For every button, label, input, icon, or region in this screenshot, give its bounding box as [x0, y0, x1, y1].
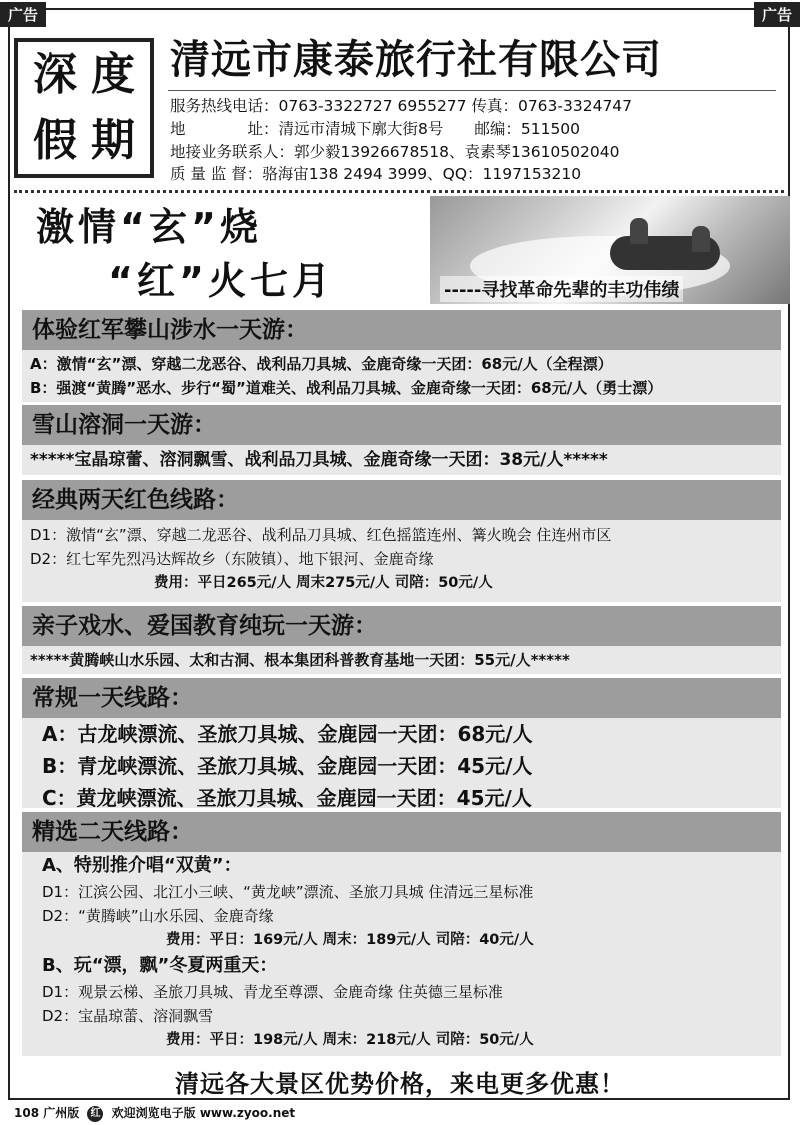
section-body	[22, 852, 781, 1056]
page-number: 108	[14, 1106, 40, 1120]
company-name: 清远市康泰旅行社有限公司	[170, 37, 662, 83]
logo-char: 假	[33, 115, 77, 166]
group-subtitle: B、玩“漂，飘”冬夏两重天：	[42, 955, 278, 976]
route-line: D2：红七军先烈冯达辉故乡（东陂镇）、地下银河、金鹿奇缘	[30, 550, 434, 568]
route-line: C：黄龙峡漂流、圣旅刀具城、金鹿园一天团：45元/人	[42, 786, 532, 810]
emblem-icon: 红	[87, 1106, 103, 1122]
fee-line: 费用：平日：169元/人 周末：189元/人 司陪：40元/人	[166, 932, 534, 948]
group-subtitle: A、特别推介唱“双黄”：	[42, 855, 242, 876]
route-line: D1：江滨公园、北江小三峡、“黄龙峡”漂流、圣旅刀具城 住清远三星标准	[42, 883, 534, 901]
footer	[14, 1104, 295, 1122]
logo-char: 深	[33, 49, 77, 100]
section-body	[22, 718, 781, 808]
section-title: 亲子戏水、爱国教育纯玩一天游：	[22, 606, 781, 646]
banner-title-2: “红”火七月	[108, 259, 334, 303]
banner-slogan: -----寻找革命先辈的丰功伟绩	[440, 276, 683, 302]
ad-label-right: 广告	[754, 2, 800, 27]
route-line: *****黄腾峡山水乐园、太和古洞、根本集团科普教育基地一天团：55元/人*****	[30, 651, 570, 669]
divider	[168, 90, 776, 91]
route-line: A：激情“玄”漂、穿越二龙恶谷、战利品刀具城、金鹿奇缘一天团：68元/人（全程漂）	[30, 355, 613, 373]
bottom-slogan: 清远各大景区优势价格，来电更多优惠！	[175, 1070, 625, 1098]
section-body	[22, 350, 781, 402]
dotted-divider	[14, 190, 784, 193]
route-line: A：古龙峡漂流、圣旅刀具城、金鹿园一天团：68元/人	[42, 722, 533, 746]
route-line: D1：激情“玄”漂、穿越二龙恶谷、战利品刀具城、红色摇篮连州、篝火晚会 住连州市区	[30, 526, 612, 544]
ad-label-left: 广告	[0, 2, 46, 27]
logo-char: 期	[91, 115, 135, 166]
section-title: 精选二天线路：	[22, 812, 781, 852]
info-phone: 服务热线电话：0763-3322727 6955277 传真：0763-3324747	[170, 97, 633, 115]
section-body	[22, 520, 781, 602]
route-line: B：青龙峡漂流、圣旅刀具城、金鹿园一天团：45元/人	[42, 754, 533, 778]
section-body	[22, 445, 781, 475]
fee-line: 费用：平日：198元/人 周末：218元/人 司陪：50元/人	[166, 1032, 534, 1048]
fee-line: 费用：平日265元/人 周末275元/人 司陪：50元/人	[154, 575, 493, 591]
section-title: 体验红军攀山涉水一天游：	[22, 310, 781, 350]
banner-title-1: 激情“玄”烧	[36, 205, 262, 249]
footer-text: 欢迎浏览电子版 www.zyoo.net	[111, 1106, 296, 1120]
info-address: 地 址：清远市清城下廓大街8号 邮编：511500	[170, 120, 581, 138]
info-contacts: 地接业务联系人：郭少毅13926678518、袁素琴13610502040	[170, 143, 620, 161]
logo-char: 度	[91, 49, 135, 100]
section-title: 常规一天线路：	[22, 678, 781, 718]
route-line: B：强渡“黄腾”恶水、步行“蜀”道难关、战利品刀具城、金鹿奇缘一天团：68元/人（勇士漂）	[30, 379, 663, 397]
route-line: D2：“黄腾峡”山水乐园、金鹿奇缘	[42, 907, 274, 925]
section-title: 雪山溶洞一天游：	[22, 405, 781, 445]
logo	[14, 38, 154, 178]
info-supervision: 质 量 监 督：骆海宙138 2494 3999、QQ：1197153210	[170, 165, 582, 183]
route-line: *****宝晶琼蕾、溶洞飘雪、战利品刀具城、金鹿奇缘一天团：38元/人*****	[30, 450, 608, 470]
section-title: 经典两天红色线路：	[22, 480, 781, 520]
route-line: D2：宝晶琼蕾、溶洞飘雪	[42, 1007, 214, 1025]
section-body	[22, 646, 781, 674]
edition-label: 广州版	[43, 1106, 80, 1120]
route-line: D1：观景云梯、圣旅刀具城、青龙至尊漂、金鹿奇缘 住英德三星标准	[42, 983, 503, 1001]
